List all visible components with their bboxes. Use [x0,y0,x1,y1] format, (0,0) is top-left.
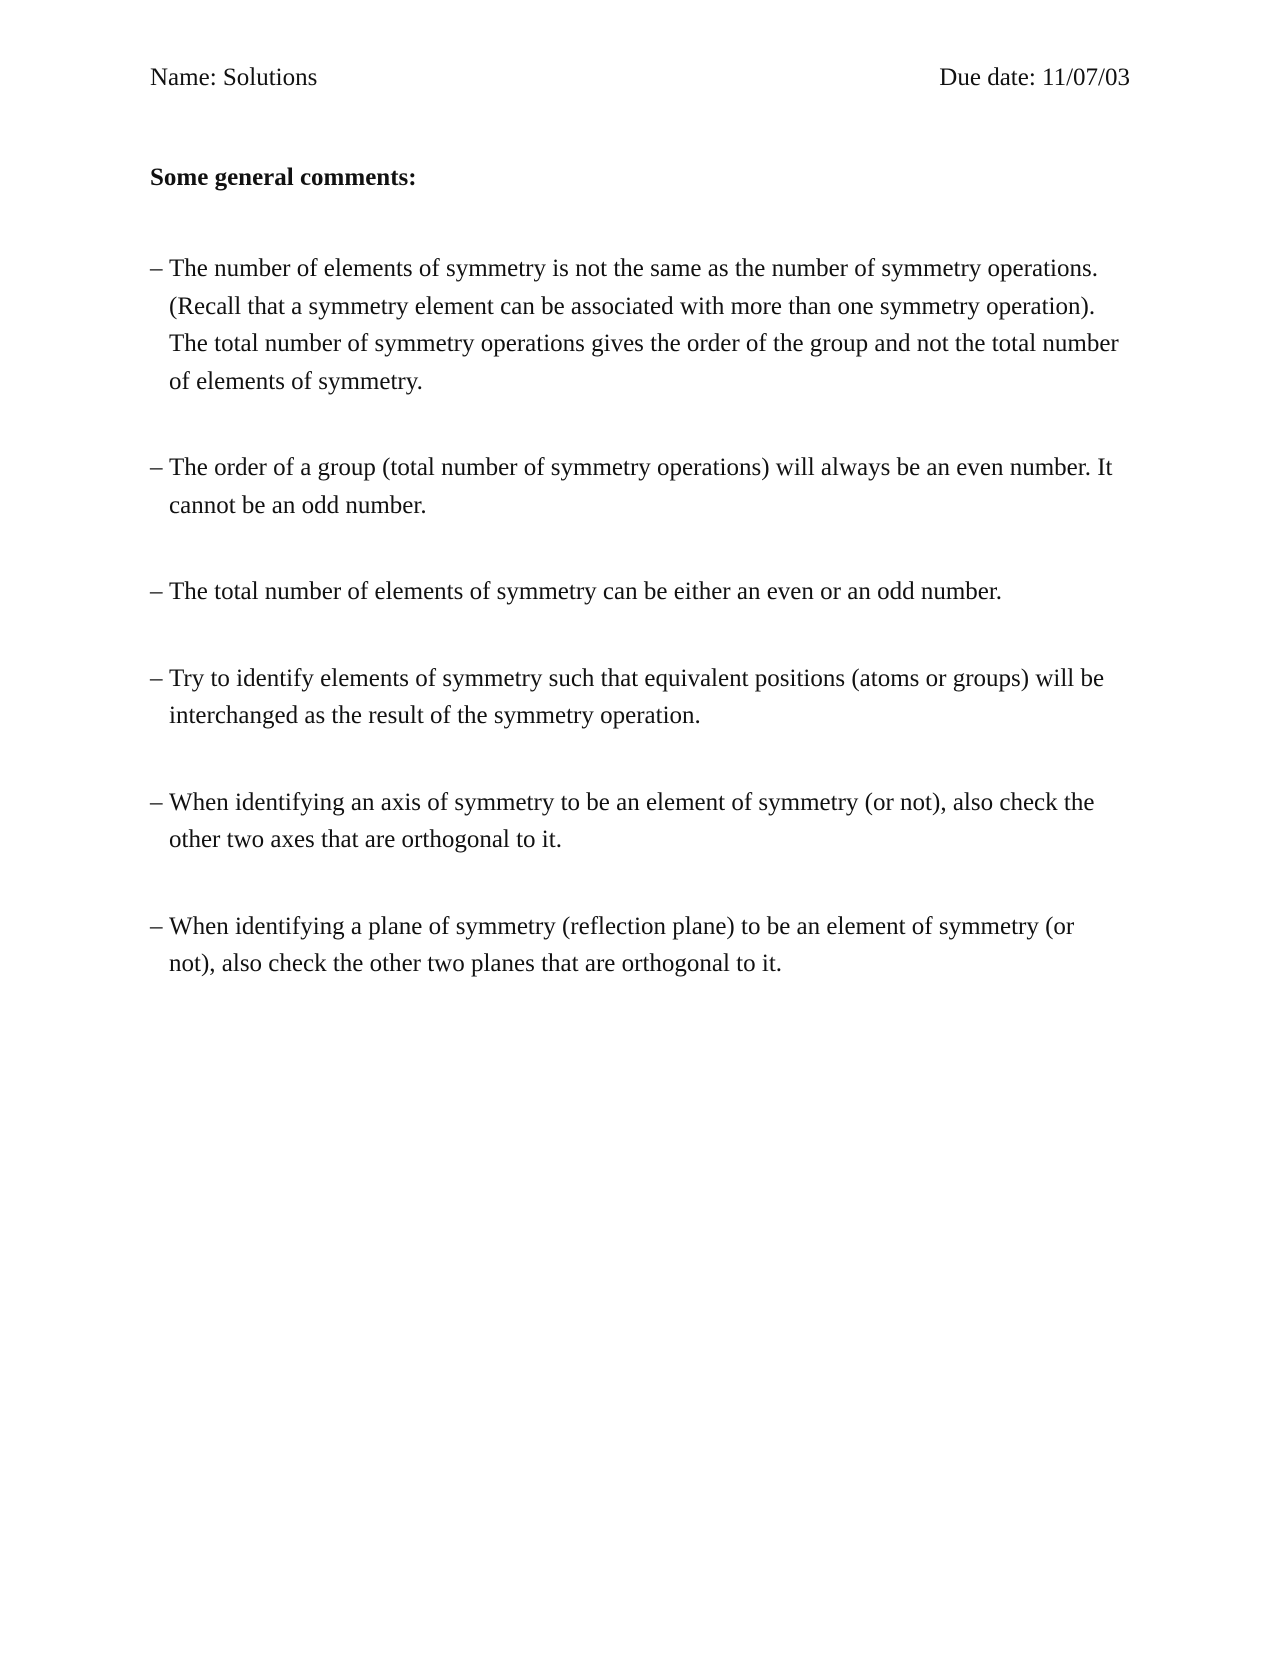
dash-bullet: – [150,664,163,692]
due-date-label: Due date: 11/07/03 [939,64,1130,91]
dash-bullet: – [150,255,163,282]
page-header [150,62,1130,94]
comment-line: not), also check the other two planes that are orthogonal to it. [169,950,783,977]
comment-line: (Recall that a symmetry element can be associated with more than one symmetry operation). [169,292,1096,320]
comment-item [150,250,1135,400]
comment-line: other two axes that are orthogonal to it. [169,826,562,853]
comment-item [150,573,1135,611]
comment-line: The number of elements of symmetry is not the same as the number of symmetry operations. [169,255,1098,282]
dash-bullet: – [150,454,163,481]
comment-item [150,449,1135,524]
comment-line: When identifying an axis of symmetry to be an element of symmetry (or not), also check the [169,788,1095,816]
dash-bullet: – [150,912,163,940]
comment-item [150,908,1135,983]
section-heading: Some general comments: [150,164,417,191]
comment-item [150,660,1135,735]
comment-line: interchanged as the result of the symmetry operation. [169,702,701,729]
dash-bullet: – [150,788,163,816]
comments-list [150,250,1135,1032]
comment-item [150,784,1135,859]
comment-line: of elements of symmetry. [169,367,423,395]
comment-line: The total number of symmetry operations gives the order of the group and not the total number [169,330,1119,357]
comment-line: When identifying a plane of symmetry (reflection plane) to be an element of symmetry (or [169,912,1075,940]
name-label: Name: Solutions [150,64,318,91]
comment-line: The order of a group (total number of symmetry operations) will always be an even number. It [169,454,1113,481]
dash-bullet: – [150,578,163,605]
comment-line: The total number of elements of symmetry can be either an even or an odd number. [169,578,1003,605]
comment-line: Try to identify elements of symmetry such that equivalent positions (atoms or groups) will be [169,664,1105,692]
comment-line: cannot be an odd number. [169,491,427,519]
